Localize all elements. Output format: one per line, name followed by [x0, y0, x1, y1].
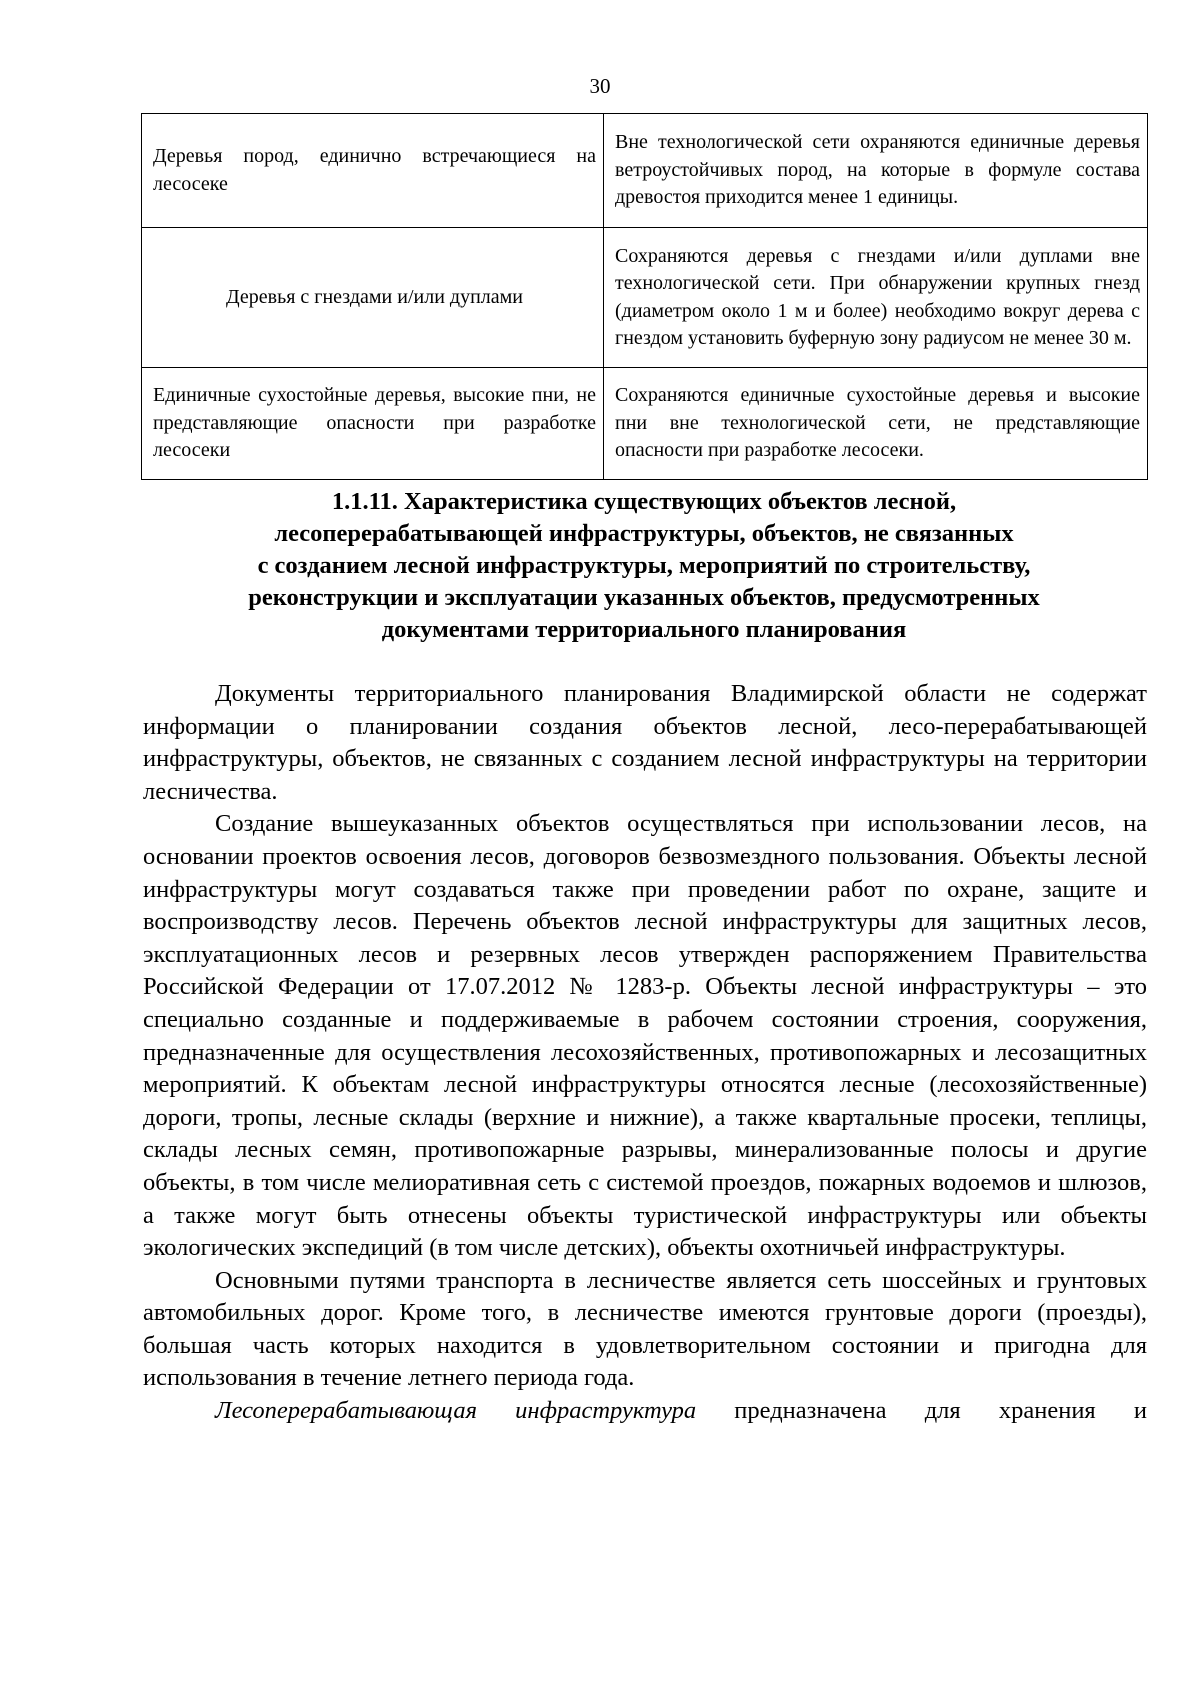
table-row	[142, 228, 1148, 368]
table-cell-object: Деревья с гнездами и/или дуплами	[142, 228, 604, 368]
italic-term: Лесоперерабатывающая инфраструктура	[215, 1397, 697, 1425]
body-text	[143, 678, 1147, 1428]
paragraph: Документы территориального планирования Владимирской области не содержат информации о планировании создания объектов лесной, лесо-перерабатывающей инфраструктуры, объектов, не связанных с созданием лесной инфраструктуры на территории лесничества.	[143, 680, 1147, 805]
page-number: 30	[589, 74, 611, 98]
paragraph: Основными путями транспорта в лесничестве является сеть шоссейных и грунтовых автомобильных дорог. Кроме того, в лесничестве имеются грунтовые дороги (проезды), большая часть которых находится в удовлетворительном состоянии и пригодна для использования в течение летнего периода года.	[143, 1266, 1147, 1392]
heading-line: 1.1.11. Характеристика существующих объектов лесной,	[331, 488, 957, 515]
paragraph: Создание вышеуказанных объектов осуществляться при использовании лесов, на основании проектов освоения лесов, договоров безвозмездного пользования. Объекты лесной инфраструктуры могут создаваться также при проведении работ по охране, защите и воспроизводству лесов. Перечень объектов лесной инфраструктуры для защитных лесов, эксплуатационных лесов и резервных лесов утвержден распоряжением Правительства Российской Федерации от 17.07.2012 № 1283-р. Объекты лесной инфраструктуры – это специально созданные и поддерживаемые в рабочем состоянии строения, сооружения, предназначенные для осуществления лесохозяйственных, противопожарных и лесозащитных мероприятий. К объектам лесной инфраструктуры относятся лесные (лесохозяйственные) дороги, тропы, лесные склады (верхние и нижние), а также квартальные просеки, теплицы, склады лесных семян, противопожарные разрывы, минерализованные полосы и другие объекты, в том числе мелиоративная сеть с системой проездов, пожарных водоемов и шлюзов, а также могут быть отнесены объекты туристической инфраструктуры или объекты экологических экспедиций (в том числе детских), объекты охотничьей инфраструктуры.	[143, 810, 1147, 1262]
table-row	[142, 368, 1148, 480]
table-row	[142, 114, 1148, 228]
table-cell-object: Единичные сухостойные деревья, высокие пни, не представляющие опасности при разработке лесосеки	[142, 368, 604, 480]
paragraph	[143, 1395, 1147, 1428]
table-cell-requirement: Сохраняются единичные сухостойные деревья и высокие пни вне технологической сети, не представляющие опасности при разработке лесосеки.	[604, 368, 1148, 480]
requirements-table	[141, 113, 1148, 480]
heading-line: документами территориального планирования	[381, 616, 907, 643]
table-cell-requirement: Вне технологической сети охраняются единичные деревья ветроустойчивых пород, на которые в формуле состава древостоя приходится менее 1 единицы.	[604, 114, 1148, 228]
heading-line: с созданием лесной инфраструктуры, мероприятий по строительству,	[257, 552, 1031, 579]
heading-line: лесоперерабатывающей инфраструктуры, объектов, не связанных	[274, 520, 1014, 547]
section-heading	[141, 486, 1147, 646]
paragraph-continuation: предназначена для хранения и	[696, 1397, 1147, 1425]
table-cell-object: Деревья пород, единично встречающиеся на лесосеке	[142, 114, 604, 228]
heading-line: реконструкции и эксплуатации указанных объектов, предусмотренных	[248, 584, 1040, 611]
table-cell-requirement: Сохраняются деревья с гнездами и/или дуплами вне технологической сети. При обнаружении крупных гнезд (диаметром около 1 м и более) необходимо вокруг дерева с гнездом установить буферную зону радиусом не менее 30 м.	[604, 228, 1148, 368]
